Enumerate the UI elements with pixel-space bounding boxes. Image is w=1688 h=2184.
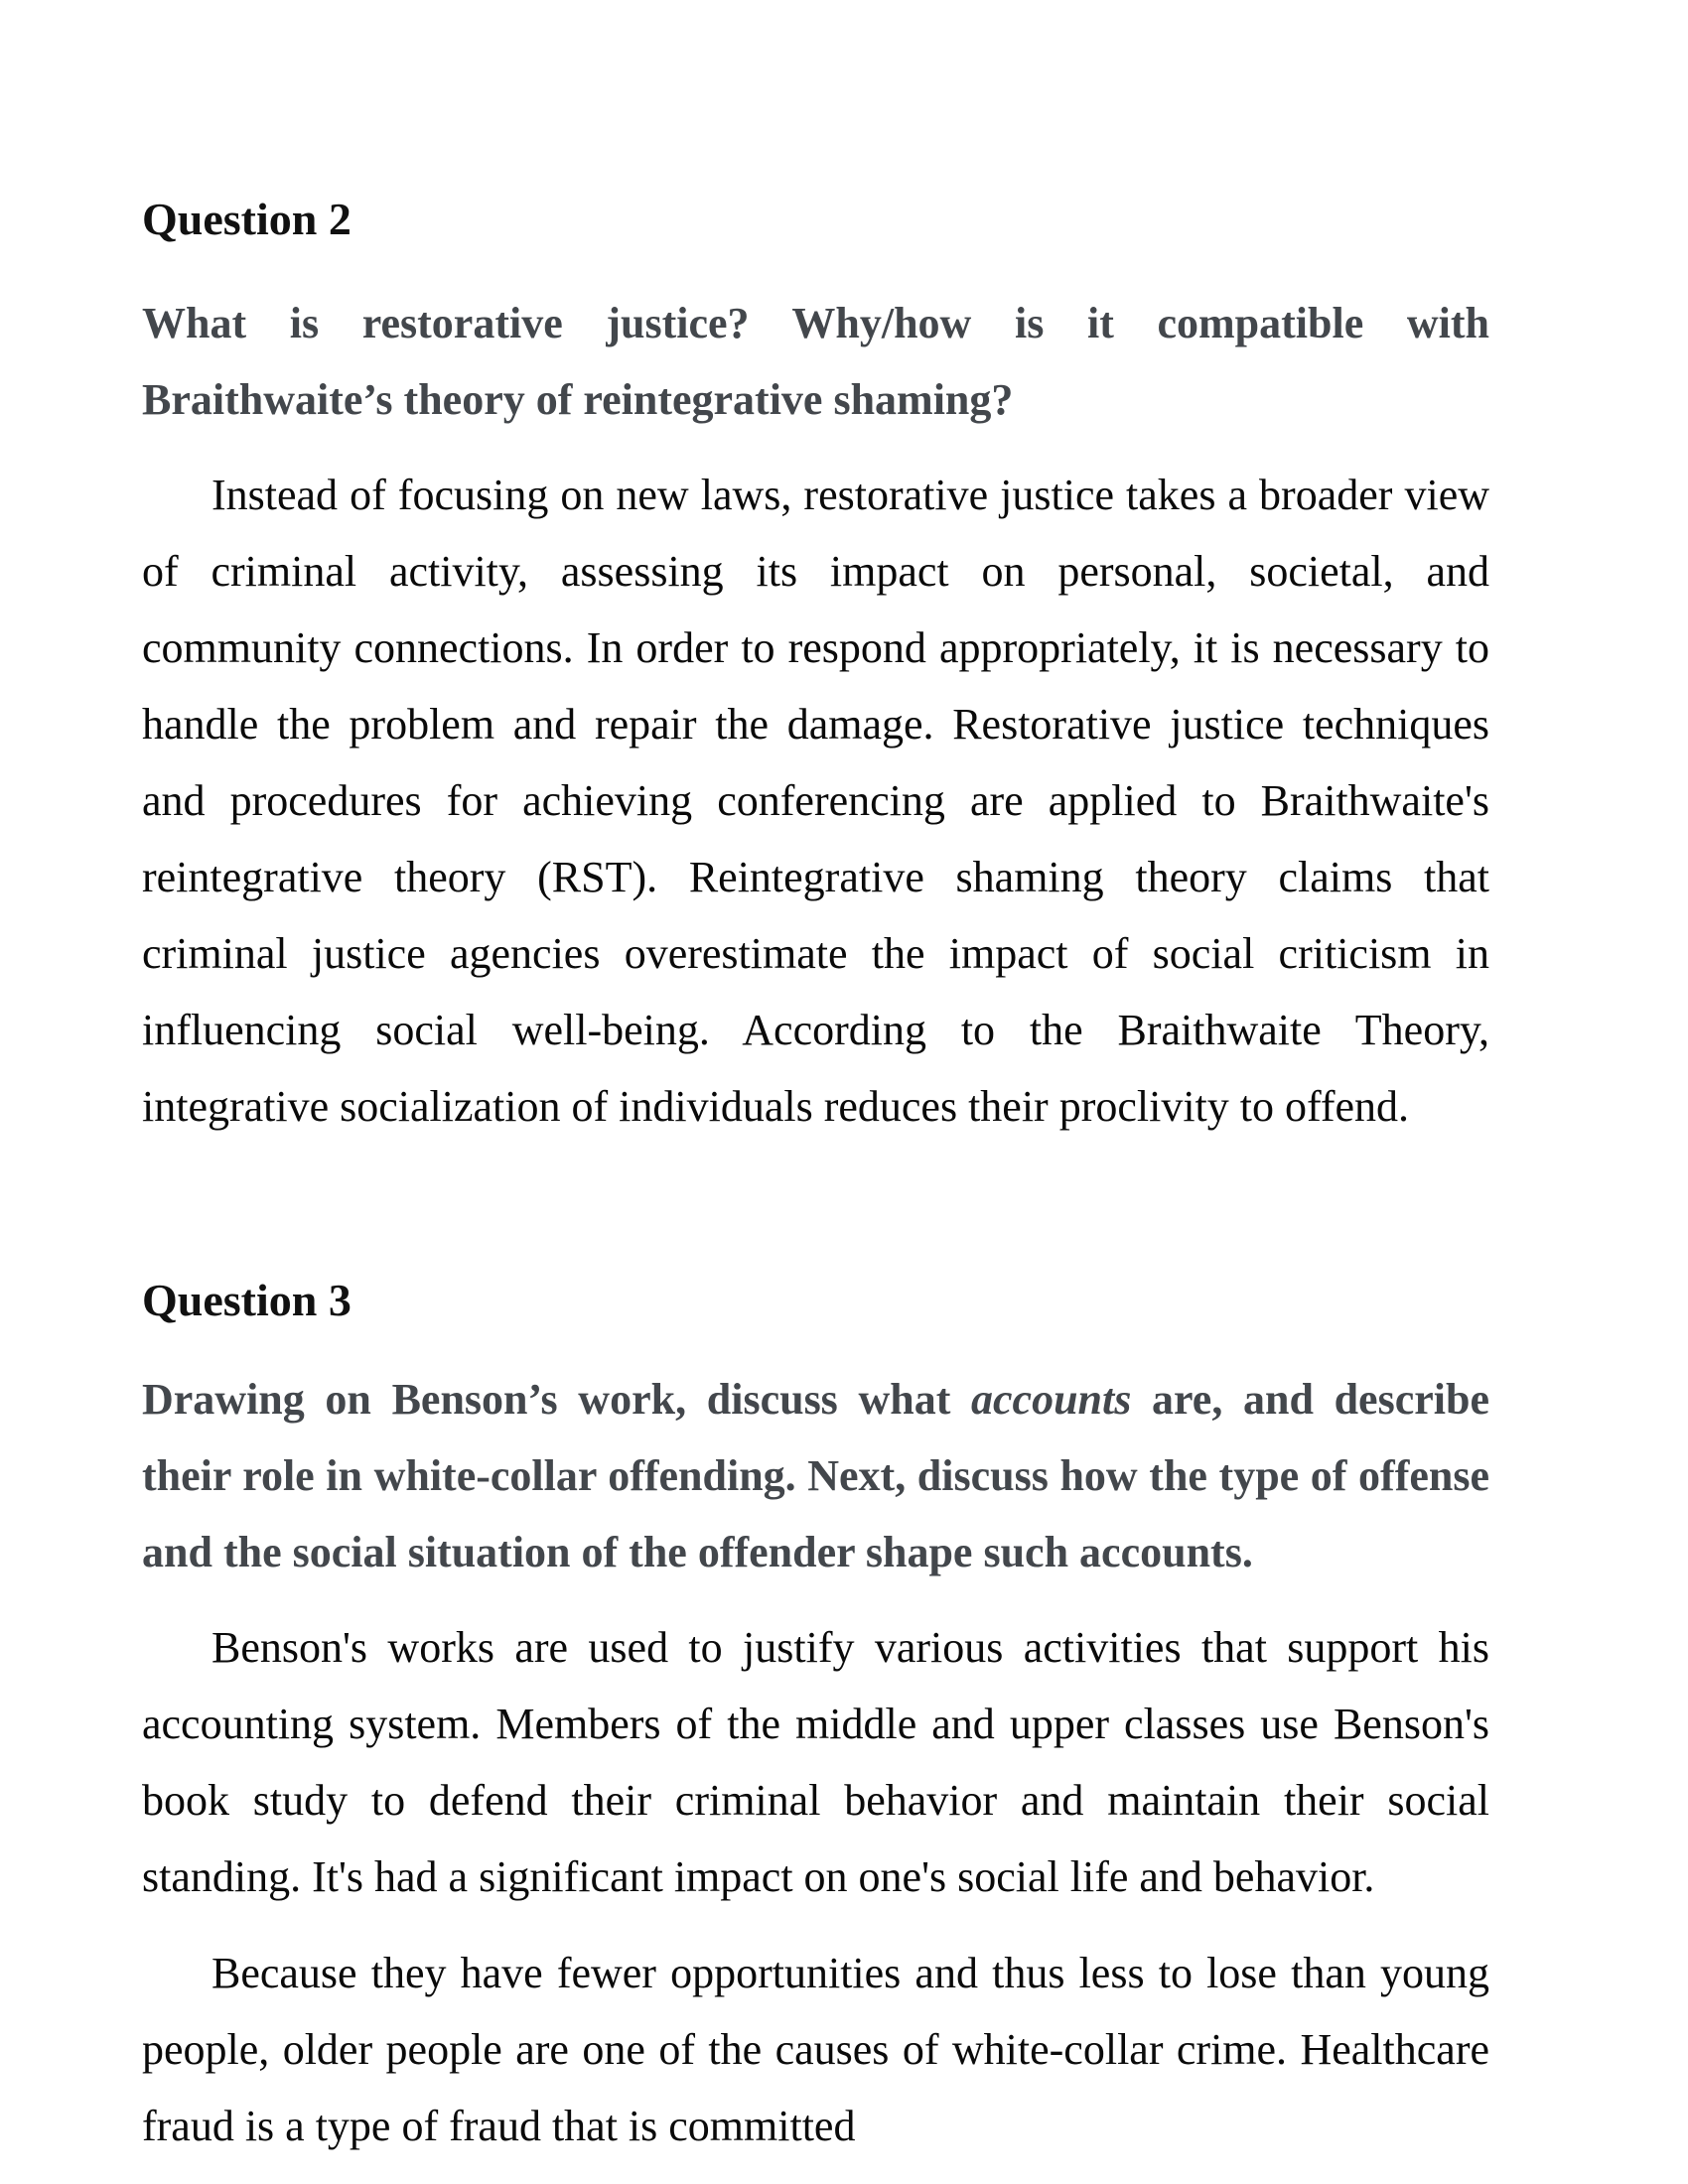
question-3-prompt-text: Drawing on Benson’s work, discuss what <box>142 1375 972 1424</box>
question-3-heading: Question 3 <box>142 1275 352 1325</box>
question-2-prompt-text: What is restorative justice? Why/how is it compatible with Braithwaite’s theory of reintegrative shaming? <box>142 299 1489 424</box>
question-3-prompt <box>142 1361 1489 1590</box>
question-3-answer-paragraph-2: Because they have fewer opportunities and thus less to lose than young people, older people are one of the causes of white-collar crime. Healthcare fraud is a type of fraud that is committed <box>142 1949 1489 2150</box>
document-content <box>142 181 1489 2164</box>
question-2-prompt <box>142 285 1489 438</box>
question-2-heading: Question 2 <box>142 194 352 244</box>
question-3-prompt-italic: accounts <box>971 1375 1132 1424</box>
question-3-prompt-tail: are, and describe their role in white-collar offending. Next, discuss how the type of offense and the social situation of the offender shape such accounts. <box>142 1375 1489 1576</box>
question-3-answer-paragraph-1: Benson's works are used to justify various activities that support his accounting system. Members of the middle and upper classes use Benson's book study to defend their criminal behavior and maintain their social standing. It's had a significant impact on one's social life and behavior. <box>142 1623 1489 1901</box>
question-2-answer-paragraph: Instead of focusing on new laws, restorative justice takes a broader view of criminal activity, assessing its impact on personal, societal, and community connections. In order to respond appropriately, it is necessary to handle the problem and repair the damage. Restorative justice techniques and procedures for achieving conferencing are applied to Braithwaite's reintegrative theory (RST). Reintegrative shaming theory claims that criminal justice agencies overestimate the impact of social criticism in influencing social well-being. According to the Braithwaite Theory, integrative socialization of individuals reduces their proclivity to offend. <box>142 471 1489 1131</box>
